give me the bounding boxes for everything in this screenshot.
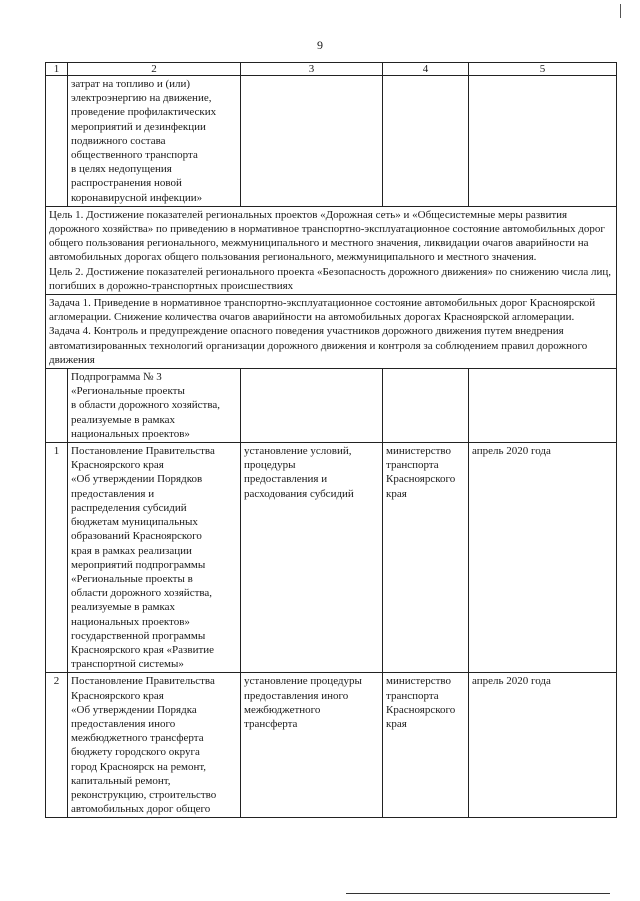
scan-edge-mark [620, 4, 621, 18]
cont-num [46, 76, 68, 207]
row-num: 1 [46, 443, 68, 673]
subprogram-purpose [241, 369, 383, 443]
row-deadline: апрель 2020 года [469, 443, 617, 673]
tasks-text: Задача 1. Приведение в нормативное транспортно-эксплуатационное состояние автомобильных дорог Красноярской агломерации. Снижение количества очагов аварийности на автомобильных дорогах Красноярской агломерации. Задача 4. Контроль и предупреждение опасного поведения участников дорожного движения путем внедрения автоматизированных технологий организации дорожного движения и контроля за соблюдением правил дорожного движения [46, 295, 617, 369]
goals-text: Цель 1. Достижение показателей региональных проектов «Дорожная сеть» и «Общесистемные меры развития дорожного хозяйства» по приведению в нормативное транспортно-эксплуатационное состояние автомобильных дорог общего пользования регионального, межмуниципального и местного значения, ликвидации очагов аварийности на автомобильных дорогах общего пользования регионального, межмуниципального и местного значения. Цель 2. Достижение показателей регионального проекта «Безопасность дорожного движения» по снижению числа лиц, погибших в дорожно-транспортных происшествиях [46, 206, 617, 294]
subprogram-row [46, 369, 617, 443]
continuation-row [46, 76, 617, 207]
header-cell-3: 3 [241, 63, 383, 76]
page-number: 9 [317, 38, 323, 52]
goals-row [46, 206, 617, 294]
header-cell-2: 2 [68, 63, 241, 76]
subprogram-num [46, 369, 68, 443]
header-cell-5: 5 [469, 63, 617, 76]
footer-rule [346, 893, 610, 894]
row-executor: министерство транспорта Красноярского края [383, 443, 469, 673]
header-cell-1: 1 [46, 63, 68, 76]
subprogram-executor [383, 369, 469, 443]
row-deadline: апрель 2020 года [469, 673, 617, 818]
header-cell-4: 4 [383, 63, 469, 76]
table-row [46, 443, 617, 673]
row-num: 2 [46, 673, 68, 818]
row-document: Постановление Правительства Красноярского края «Об утверждении Порядка предоставления иного межбюджетного трансферта бюджету городского округа город Красноярск на ремонт, капитальный ремонт, реконструкцию, строительство автомобильных дорог общего [68, 673, 241, 818]
row-document: Постановление Правительства Красноярского края «Об утверждении Порядков предоставления и распределения субсидий бюджетам муниципальных образований Красноярского края в рамках реализации мероприятий подпрограммы «Региональные проекты в области дорожного хозяйства, реализуемые в рамках национальных проектов» государственной программы Красноярского края «Развитие транспортной системы» [68, 443, 241, 673]
cont-document: затрат на топливо и (или) электроэнергию на движение, проведение профилактических мероприятий и дезинфекции подвижного состава общественного транспорта в целях недопущения распространения новой коронавирусной инфекции» [68, 76, 241, 207]
table-row [46, 673, 617, 818]
measures-table [45, 62, 617, 818]
row-executor: министерство транспорта Красноярского края [383, 673, 469, 818]
cont-purpose [241, 76, 383, 207]
row-purpose: установление процедуры предоставления иного межбюджетного трансферта [241, 673, 383, 818]
subprogram-deadline [469, 369, 617, 443]
tasks-row [46, 295, 617, 369]
cont-deadline [469, 76, 617, 207]
header-row [46, 63, 617, 76]
row-purpose: установление условий, процедуры предоставления и расходования субсидий [241, 443, 383, 673]
cont-executor [383, 76, 469, 207]
subprogram-title: Подпрограмма № 3 «Региональные проекты в области дорожного хозяйства, реализуемые в рамках национальных проектов» [68, 369, 241, 443]
